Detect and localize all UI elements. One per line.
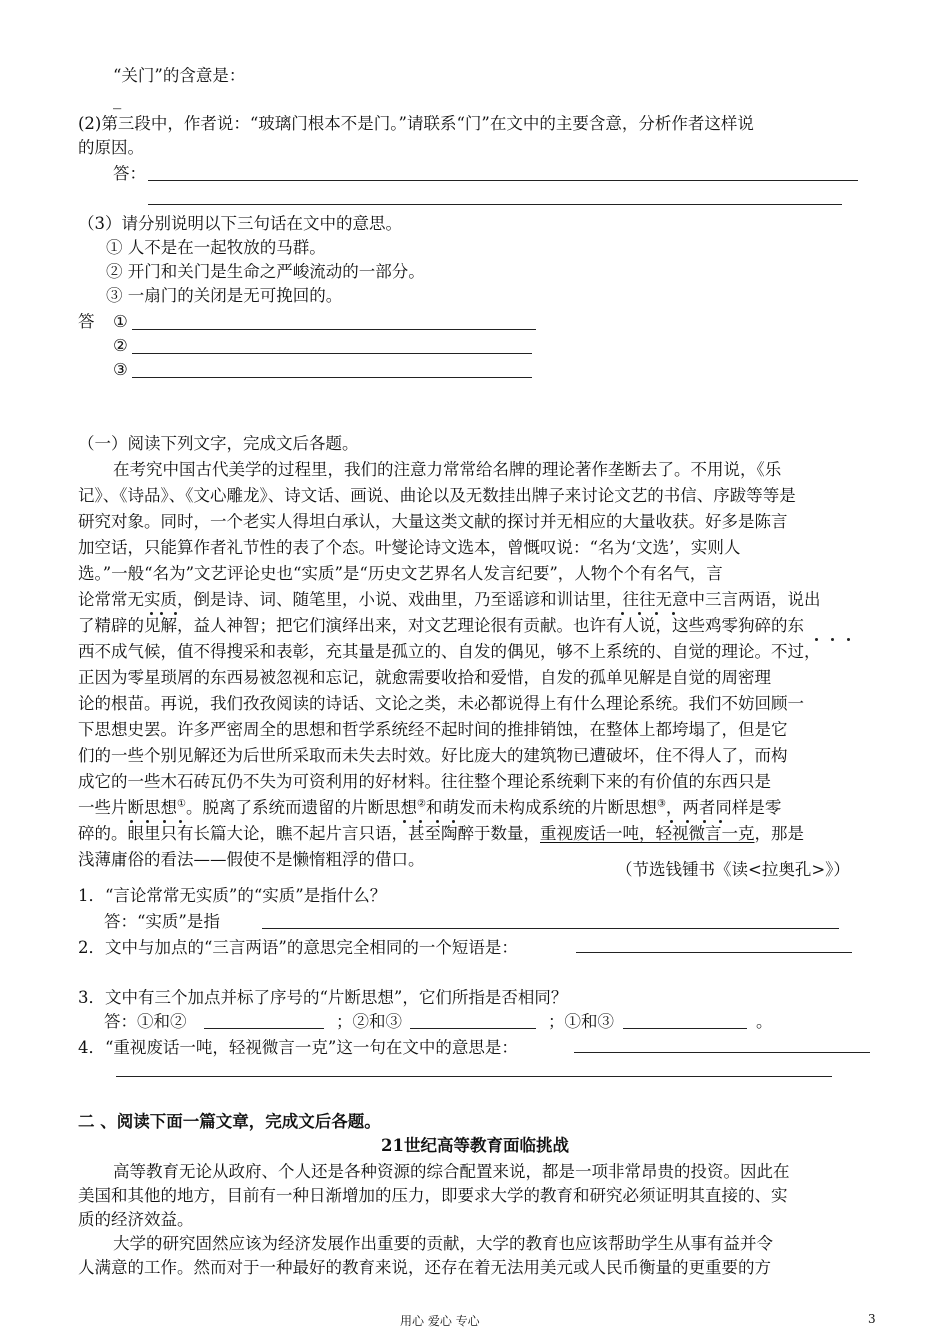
emphasis-dot — [174, 612, 177, 615]
section2-para2-line-1: 大学的研究固然应该为经济发展作出重要的贡献，大学的教育也应该帮助学生从事有益并令 — [113, 1234, 773, 1253]
section1-para-line-9: 正因为零星琐屑的东西易被忽视和忘记，就愈需要收拾和爱惜，自发的孤单见解是自觉的周密理 — [78, 668, 771, 687]
emphasis-dot — [160, 612, 163, 615]
section2-para2-line-2: 人满意的工作。然而对于一种最好的教育来说，还存在着无法用美元或人民币衡量的更重要的方 — [78, 1258, 771, 1277]
text-run: 。脱离了系统而遗留的片断思想 — [185, 798, 417, 817]
emphasis-dot — [150, 612, 153, 615]
text-run: ，两者同样是零 — [665, 798, 782, 817]
emphasis-dot — [163, 820, 166, 823]
q2-line1: (2)第三段中，作者说：“玻璃门根本不是门。”请联系“门”在文中的主要含意，分析作者这样说 — [78, 114, 754, 133]
q3-answer-blank-1[interactable] — [132, 329, 536, 330]
emphasis-dot — [815, 638, 818, 641]
q2-line2: 的原因。 — [78, 138, 144, 157]
q2-answer-label: 答： — [113, 164, 146, 183]
s1-question-1-answer-blank[interactable] — [262, 928, 839, 929]
emphasis-dot — [621, 612, 624, 615]
s1-question-4: 4．“重视废话一吨，轻视微言一克”这一句在文中的意思是： — [78, 1038, 518, 1057]
section1-para-line-15 — [78, 822, 804, 846]
q2-answer-blank-1[interactable] — [148, 180, 858, 181]
emphasis-dot — [847, 638, 850, 641]
footer-motto: 用心 爱心 专心 — [400, 1314, 480, 1328]
footnote-mark-3: ③ — [656, 798, 666, 810]
emphasis-dot — [436, 820, 439, 823]
s1-question-3-answer-b: ；②和③ — [336, 1012, 402, 1031]
emphasis-dot — [703, 820, 706, 823]
section1-para-line-7: 了精辟的见解，益人神智；把它们演绎出来，对文艺理论很有贡献。也许有人说，这些鸡零狗碎的东 — [78, 616, 804, 635]
s1-question-2-answer-blank[interactable] — [576, 952, 852, 953]
section1-para-line-11: 下思想史罢。许多严密周全的思想和哲学系统经不起时间的推排销蚀，在整体上都垮塌了，但是它 — [78, 720, 788, 739]
section2-para1-line-1: 高等教育无论从政府、个人还是各种资源的综合配置来说，都是一项非常昂贵的投资。因此在 — [113, 1162, 790, 1181]
s1-question-3: 3．文中有三个加点并标了序号的“片断思想”，它们所指是否相同？ — [78, 988, 568, 1007]
emphasis-dot — [670, 820, 673, 823]
s1-question-4-answer-blank-2[interactable] — [116, 1076, 832, 1077]
section1-para-line-6: 论常常无实质，倒是诗、词、随笔里，小说、戏曲里，乃至谣谚和训诂里，往往无意中三言两语，说出 — [78, 590, 821, 609]
emphasis-dot — [452, 820, 455, 823]
section2-heading: 二 、阅读下面一篇文章，完成文后各题。 — [78, 1112, 381, 1131]
section1-para-line-5: 选。”一般“名为”文艺评论史也“实质”是“历史文艺界名人发言纪要”，人物个个有名气，言 — [78, 564, 723, 583]
emphasis-dot — [831, 638, 834, 641]
section2-title: 21世纪高等教育面临挑战 — [381, 1136, 569, 1155]
emphasis-dot — [672, 612, 675, 615]
text-run: 碎的。眼里只有长篇大论，瞧不起片言只语，甚至陶醉于数量， — [78, 824, 540, 843]
footnote-mark-2: ② — [416, 798, 426, 810]
q3-item-3: ③ 一扇门的关闭是无可挽回的。 — [106, 286, 343, 305]
section1-para-line-4: 加空话，只能算作者礼节性的表了个态。叶燮论诗文选本，曾慨叹说：“名为‘文选’，实则人 — [78, 538, 741, 557]
section1-para-line-12: 们的一些个别见解还为后世所采取而未失去时效。好比庞大的建筑物已遭破坏，住不得人了，而构 — [78, 746, 788, 765]
q3-answer-blank-2[interactable] — [132, 353, 532, 354]
text-run: 一些片断思想 — [78, 798, 177, 817]
q3-title: （3）请分别说明以下三句话在文中的意思。 — [78, 214, 402, 233]
section1-para-line-8: 西不成气候，值不得搜采和表彰，充其量是孤立的、自发的偶见，够不上系统的、自觉的理论。不过， — [78, 642, 821, 661]
text-run: ，那是 — [754, 824, 804, 843]
s1-question-2: 2．文中与加点的“三言两语”的意思完全相同的一个短语是： — [78, 938, 518, 957]
section1-para-line-10: 论的根苗。再说，我们孜孜阅读的诗话、文论之类，未必都说得上有什么理论系统。我们不妨回顾一 — [78, 694, 804, 713]
text-run: 和萌发而未构成系统的片断思想 — [425, 798, 657, 817]
page-number: 3 — [868, 1312, 876, 1326]
emphasis-dot — [146, 820, 149, 823]
section1-para-line-3: 研究对象。同时，一个老实人得坦白承认，大量这类文献的探讨并无相应的大量收获。好多是陈言 — [78, 512, 788, 531]
q2-answer-blank-2[interactable] — [148, 204, 842, 205]
section1-para-line-16: 浅薄庸俗的看法——假使不是懒惰粗浮的借口。 — [78, 850, 425, 869]
emphasis-dot — [638, 612, 641, 615]
emphasis-dot — [179, 820, 182, 823]
q3-answer-label: 答 — [78, 312, 95, 331]
s1-question-3-blank-1[interactable] — [204, 1028, 324, 1029]
q3-answer-blank-3[interactable] — [132, 377, 532, 378]
s1-question-1-answer-label: 答：“实质”是指 — [104, 912, 220, 931]
emphasis-dot — [655, 612, 658, 615]
s1-question-3-answer-a: 答：①和② — [104, 1012, 187, 1031]
q3-answer-mark-3: ③ — [113, 360, 128, 379]
emphasis-dot — [130, 820, 133, 823]
s1-question-3-blank-2[interactable] — [410, 1028, 536, 1029]
footnote-mark-1: ① — [177, 798, 186, 810]
s1-question-3-answer-c: ；①和③ — [548, 1012, 614, 1031]
underlined-phrase: 重视废话一吨，轻视微言一克 — [540, 824, 755, 843]
q3-answer-mark-1: ① — [113, 312, 128, 331]
emphasis-dot — [719, 820, 722, 823]
section2-para1-line-2: 美国和其他的地方，目前有一种日渐增加的压力，即要求大学的教育和研究必须证明其直接的、实 — [78, 1186, 788, 1205]
section2-para1-line-3: 质的经济效益。 — [78, 1210, 194, 1229]
section1-para-line-13: 成它的一些木石砖瓦仍不失为可资利用的好材料。往往整个理论系统剩下来的有价值的东西只是 — [78, 772, 771, 791]
emphasis-dot — [419, 820, 422, 823]
s1-question-1: 1．“言论常常无实质”的“实质”是指什么？ — [78, 886, 387, 905]
s1-question-3-answer-end: 。 — [756, 1012, 773, 1031]
source-citation: （节选钱锺书《读<拉奥孔>》） — [616, 860, 850, 879]
q3-answer-mark-2: ② — [113, 336, 128, 355]
s1-question-4-answer-blank-1[interactable] — [574, 1052, 870, 1053]
section1-para-line-14 — [78, 796, 781, 820]
q3-item-2: ② 开门和关门是生命之严峻流动的一部分。 — [106, 262, 425, 281]
q3-item-1: ① 人不是在一起牧放的马群。 — [106, 238, 326, 257]
section1-para-line-1: 在考究中国古代美学的过程里，我们的注意力常常给名牌的理论著作垄断去了。不用说，《乐 — [113, 460, 782, 479]
emphasis-dot — [686, 820, 689, 823]
emphasis-dot — [403, 820, 406, 823]
s1-question-3-blank-3[interactable] — [623, 1028, 747, 1029]
guanmen-meaning-question: “关门”的含意是： — [113, 66, 246, 85]
section1-heading: （一）阅读下列文字，完成文后各题。 — [78, 434, 359, 453]
section1-para-line-2: 记》、《诗品》、《文心雕龙》、诗文话、画说、曲论以及无数挂出牌子来讨论文艺的书信、序跋等等是 — [78, 486, 796, 505]
guanmen-answer-mark: _ — [113, 90, 122, 109]
